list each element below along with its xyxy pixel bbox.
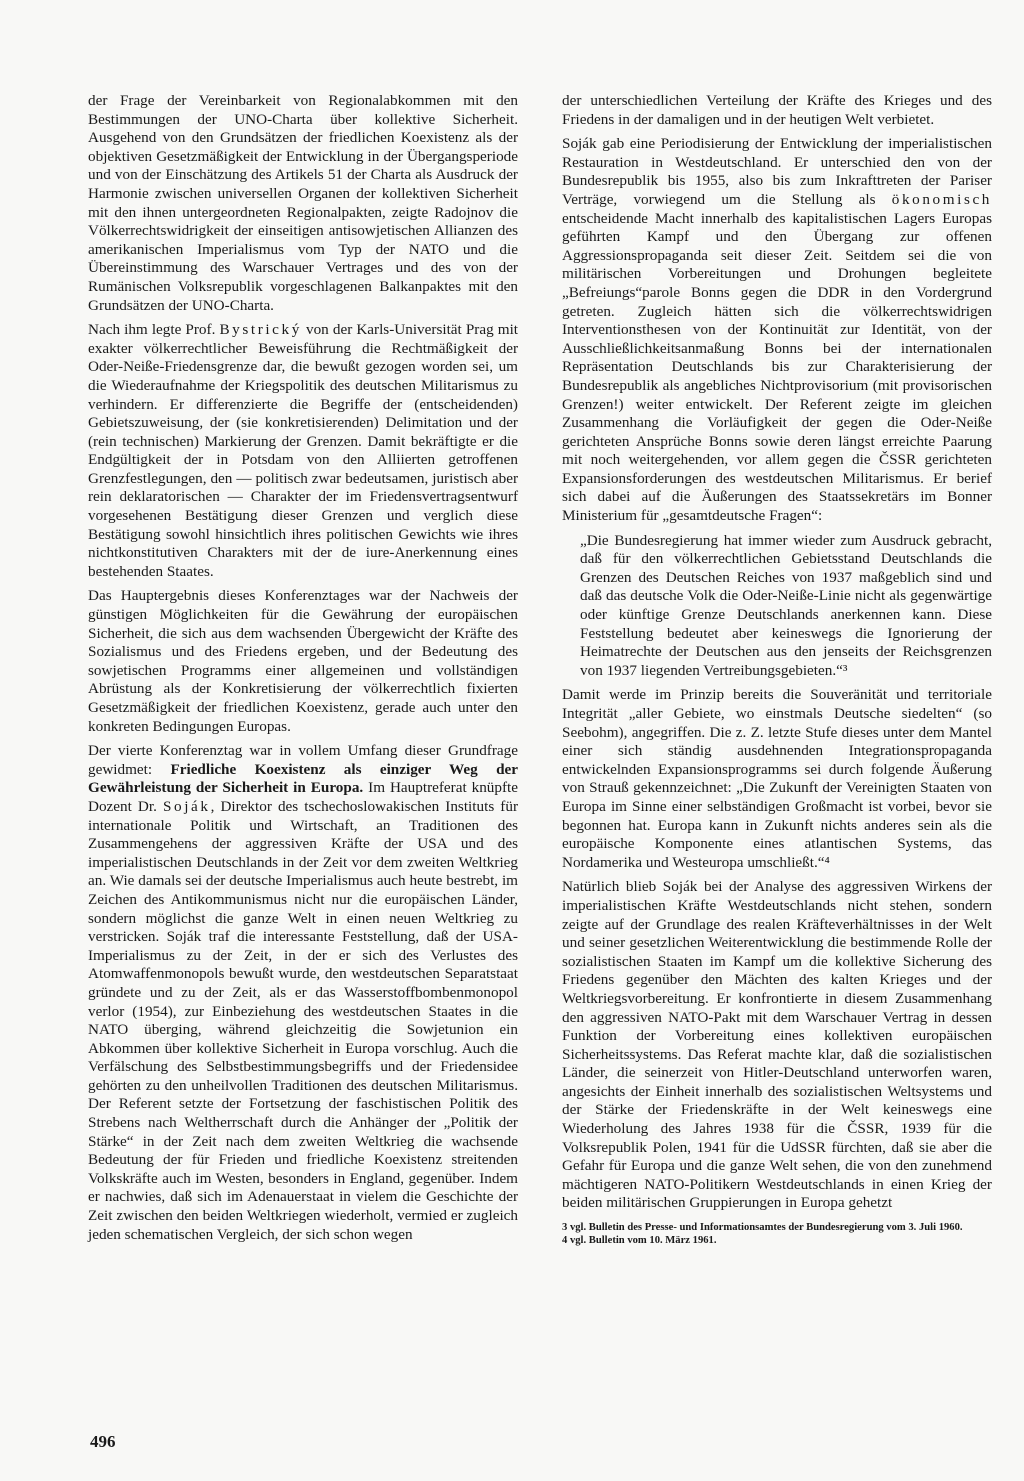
text-run: Soják gab eine Periodisierung der Entwicklung der imperialistischen Restauration in Westdeutschland. Er unterschied den von der Bundesrepublik bis 1955, also bis zum Inkrafttreten der Pariser Verträge, vorwiegend um die Stellung als <box>562 135 992 208</box>
paragraph: der Frage der Vereinbarkeit von Regionalabkommen mit den Bestimmungen der UNO-Charta über kollektive Sicherheit. Ausgehend von den Grundsätzen der friedlichen Koexistenz als der objektiven Gesetzmäßigkeit der Entwicklung in der Übergangsperiode und von der Einschätzung des Artikels 51 der Charta als Ausdruck der Harmonie zwischen universellen Organen der kollektiven Sicherheit mit den ihnen untergeordneten Regionalpakten, zeigte Radojnov die Völkerrechtswidrigkeit der einseitigen antisowjetischen Allianzen des amerikanischen Imperialismus vom Typ der NATO und die Übereinstimmung des Warschauer Vertrages und des von der Rumänischen Volksrepublik vorgeschlagenen Balkanpaktes mit den Grundsätzen der UNO-Charta. <box>88 92 518 314</box>
paragraph <box>88 742 518 1244</box>
right-column <box>562 92 992 1247</box>
page-number: 496 <box>90 1432 116 1451</box>
paragraph: Natürlich blieb Soják bei der Analyse des aggressiven Wirkens der imperialistischen Kräfte Westdeutschlands nicht stehen, sondern zeigte auf der Grundlage des realen Kräfteverhältnisses in der Welt und seiner gesetzlichen Weiterentwicklung die bestimmende Rolle der sozialistischen Staaten im Kampf um die kollektive Sicherung des Friedens gegenüber den Mächten des kalten Krieges und der Weltkriegsvorbereitung. Er konfrontierte in diesem Zusammenhang den aggressiven NATO-Pakt mit dem Warschauer Vertrag in dessen Funktion der Vorbereitung eines kollektiven europäischen Sicherheitssystems. Das Referat machte klar, daß die sozialistischen Länder, die seinerzeit von Hitler-Deutschland unterworfen waren, angesichts der Einheit innerhalb des sozialistischen Weltsystems und der Stärke der Friedenskräfte in der Welt keineswegs eine Wiederholung des Jahres 1938 für die ČSSR, 1939 für die Volksrepublik Polen, 1941 für die UdSSR fürchten, daß sie aber die Gefahr für Europa und die ganze Welt sehen, die von den zunehmend mächtigeren NATO-Politikern Westdeutschlands in einen Krieg der beiden militärischen Gruppierungen in Europa gehetzt <box>562 878 992 1212</box>
paragraph <box>562 135 992 525</box>
text-run: Nach ihm legte Prof. <box>88 321 220 339</box>
emphasized-word: ökonomisch <box>891 190 992 208</box>
block-quote: „Die Bundesregierung hat immer wieder zum Ausdruck gebracht, daß für den völkerrechtlichen Gebietsstand Deutschlands die Grenzen des Deutschen Reiches von 1937 maßgeblich sind und daß das deutsche Volk die Oder-Neiße-Linie nicht als gegenwärtige oder künftige Grenze Deutschlands anerkennen kann. Diese Feststellung bedeutet aber keineswegs die Ignorierung der Heimatrechte der Deutschen aus den jenseits der Reichsgrenzen von 1937 liegenden Vertreibungsgebieten.“³ <box>580 531 992 679</box>
text-run: Im Hauptreferat knüpfte Dozent Dr. <box>88 779 518 815</box>
text-run: , Direktor des tschechoslowakischen Instituts für internationale Politik und Wirtschaft, an Traditionen des Zusammengehens der aggressiven Kräfte der USA und des imperialistischen Deutschlands in der Zeit vor dem zweiten Weltkrieg an. Wie damals sei der deutsche Imperialismus auch heute bestrebt, im Zeichen des Antikommunismus nicht nur die europäischen Länder, sondern möglichst die ganze Welt in einen neuen Weltkrieg zu verstricken. Soják traf die interessante Feststellung, daß der USA-Imperialismus zu der Zeit, in der er sich des Verlustes des Atomwaffenmonopols bewußt wurde, den westdeutschen Separatstaat gründete und zu der Zeit, als er das Wasserstoffbombenmonopol verlor (1954), zur Einbeziehung des westdeutschen Staates in die NATO überging, während gleichzeitig die Sowjetunion ein Abkommen über kollektive Sicherheit in Europa vorschlug. Auch die Verfälschung des Selbstbestimmungsbegriffs und der Friedensidee gehörten zu den unheilvollen Traditionen des deutschen Militarismus. Der Referent setzte der Fortsetzung der faschistischen Politik des Strebens nach Weltherrschaft durch die Anhänger der „Politik der Stärke“ in der Zeit nach dem zweiten Weltkrieg die wachsende Bedeutung der für Frieden und friedliche Koexistenz streitenden Volkskräfte auch im Westen, besonders in England, gegenüber. Indem er nachwies, daß sich im Adenauerstaat in vielem die Geschichte der Zeit zwischen den beiden Weltkriegen wiederholt, vermied er zugleich jeden schematischen Vergleich, der sich schon wegen <box>88 797 518 1243</box>
footnote-4: 4 vgl. Bulletin vom 10. März 1961. <box>562 1235 717 1247</box>
text-run: von der Karls-Universität Prag mit exakter völkerrechtlicher Beweisführung die Rechtmäßigkeit der Oder-Neiße-Friedensgrenze dar, die bewußt gezogen worden sei, um die Wiederaufnahme der Kriegspolitik des deutschen Militarismus zu verhindern. Er differenzierte die Begriffe der (entscheidenden) Gebietszuweisung, der (sie konkretisierenden) Delimitation und der (rein technischen) Markierung der Grenzen. Damit bekräftigte er die Endgültigkeit der in Potsdam von den Alliierten getroffenen Grenzfestlegungen, den — politisch zwar bedeutsamen, juristisch aber rein deklaratorischen — Charakter der im Friedensvertragsentwurf vorgesehenen Bestätigung dieser Grenzen und verglich diese Bestätigung sowohl hinsichtlich ihres politischen Gewichts wie ihres nichtkonstitutiven Charakters mit der de iure-Anerkennung eines bestehenden Staates. <box>88 321 519 580</box>
paragraph: Das Hauptergebnis dieses Konferenztages war der Nachweis der günstigen Möglichkeiten für die Gewährung der europäischen Sicherheit, die sich aus dem wachsenden Übergewicht der Kräfte des Sozialismus und des Friedens ergeben, und der Bedeutung des sowjetischen Programms einer allgemeinen und vollständigen Abrüstung als der Konkretisierung der völkerrechtlich fixierten Gesetzmäßigkeit der friedlichen Koexistenz, gerade auch unter den konkreten Bedingungen Europas. <box>88 587 518 735</box>
footnote-3: 3 vgl. Bulletin des Presse- und Informationsamtes der Bundesregierung vom 3. Juli 1960. <box>562 1222 963 1234</box>
text-run: entscheidende Macht innerhalb des kapitalistischen Lagers Europas geführten Kampf und den Übergang zur offenen Aggressionspropaganda seit dieser Zeit. Seitdem sei die von militärischen Vorbereitungen und Drohungen begleitete „Befreiungs“parole Bonns gegen die DDR in den Vordergrund getreten. Zugleich hätten sich die völkerrechtswidrigen Interventionsthesen von der Kontinuität zur Identität, von der Ausschließlichkeitsanmaßung Bonns bei der internationalen Repräsentation Deutschlands bis zur Charakterisierung der Bundesrepublik als angebliches Nichtprovisorium (mit provisorischen Grenzen!) weiter entwickelt. Der Referent zeigte im gleichen Zusammenhang die Vorläufigkeit der gegen die Oder-Neiße gerichteten Ansprüche Bonns sowie deren längst erreichte Paarung mit noch weitergehenden, vor allem gegen die ČSSR gerichteten Expansionsforderungen des westdeutschen Militarismus. Er berief sich dabei auf die Äußerungen des Staatssekretärs im Bonner Ministerium für „gesamtdeutsche Fragen“: <box>562 209 992 525</box>
footnotes <box>562 1221 992 1247</box>
person-name: Soják <box>162 797 211 815</box>
text-run: Der vierte Konferenztag war in vollem Umfang dieser Grundfrage gewidmet: <box>88 742 518 778</box>
bold-heading-text: Friedliche Koexistenz als einziger Weg der Gewährleistung der Sicherheit in Europa. <box>88 760 518 797</box>
paragraph: Damit werde im Prinzip bereits die Souveränität und territoriale Integrität „aller Gebiete, wo einstmals Deutsche siedelten“ (so Seebohm), angegriffen. Die z. Z. letzte Stufe dieses unter dem Mantel einer sich ständig ausdehnenden Integrationspropaganda entwickelnden Expansionsprogramms sei durch folgende Äußerung von Strauß gekennzeichnet: „Die Zukunft der Vereinigten Staaten von Europa im Sinne einer selbständigen Großmacht ist vorbei, bevor sie begonnen hat. Europa kann in Zukunft nichts anderes sein als die europäische Komponente eines atlantischen Systems, das Nordamerika und Westeuropa umschließt.“⁴ <box>562 686 992 871</box>
paragraph <box>88 321 518 581</box>
left-column <box>88 92 518 1250</box>
paragraph: der unterschiedlichen Verteilung der Kräfte des Krieges und des Friedens in der damaligen und in der heutigen Welt verbietet. <box>562 92 992 128</box>
person-name: Bystrický <box>219 321 302 339</box>
